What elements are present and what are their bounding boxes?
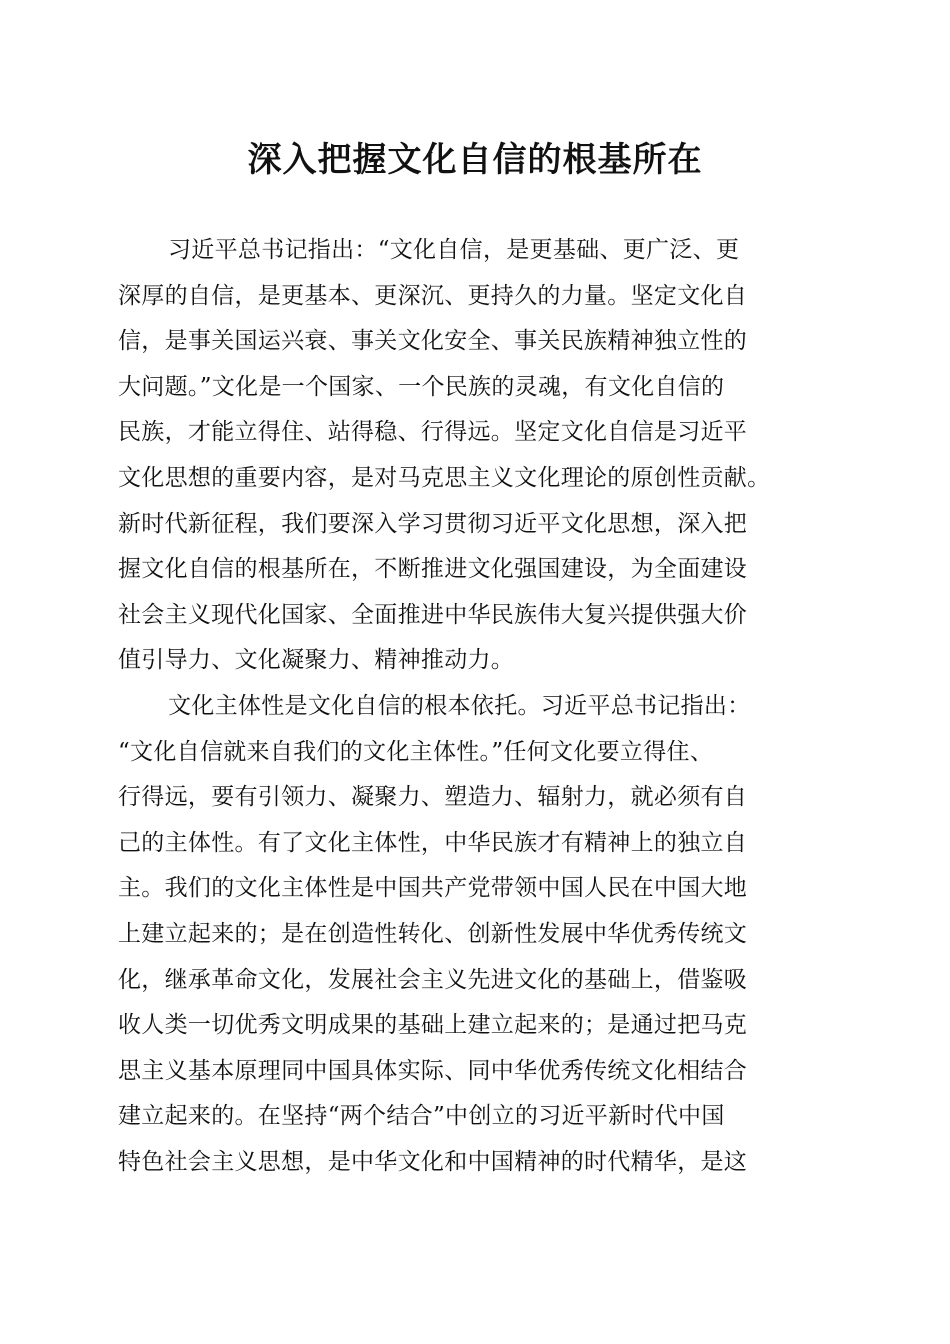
paragraph	[118, 684, 832, 1186]
text-line: 文化思想的重要内容，是对马克思主义文化理论的原创性贡献。	[118, 464, 771, 491]
text-line: 思主义基本原理同中国具体实际、同中华优秀传统文化相结合	[118, 1057, 748, 1084]
text-line: 己的主体性。有了文化主体性，中华民族才有精神上的独立自	[118, 829, 748, 856]
text-line: “文化自信就来自我们的文化主体性。”任何文化要立得住、	[118, 738, 714, 765]
text-line: 社会主义现代化国家、全面推进中华民族伟大复兴提供强大价	[118, 601, 748, 628]
text-line: 收人类一切优秀文明成果的基础上建立起来的；是通过把马克	[118, 1012, 748, 1039]
text-line: 上建立起来的；是在创造性转化、创新性发展中华优秀传统文	[118, 920, 748, 947]
text-line: 特色社会主义思想，是中华文化和中国精神的时代精华，是这	[118, 1148, 748, 1175]
paragraph	[118, 228, 832, 684]
text-line: 民族，才能立得住、站得稳、行得远。坚定文化自信是习近平	[118, 419, 748, 446]
text-line: 习近平总书记指出：“文化自信，是更基础、更广泛、更	[168, 237, 740, 263]
text-line: 新时代新征程，我们要深入学习贯彻习近平文化思想，深入把	[118, 510, 748, 537]
text-line: 行得远，要有引领力、凝聚力、塑造力、辐射力，就必须有自	[118, 784, 748, 811]
text-line: 建立起来的。在坚持“两个结合”中创立的习近平新时代中国	[118, 1103, 725, 1130]
text-line: 大问题。”文化是一个国家、一个民族的灵魂，有文化自信的	[118, 373, 725, 400]
document-body	[118, 228, 832, 1185]
document-title: 深入把握文化自信的根基所在	[247, 140, 703, 180]
text-line: 握文化自信的根基所在，不断推进文化强国建设，为全面建设	[118, 556, 748, 583]
text-line: 文化主体性是文化自信的根本依托。习近平总书记指出：	[168, 692, 751, 719]
text-line: 深厚的自信，是更基本、更深沉、更持久的力量。坚定文化自	[118, 282, 748, 309]
text-line: 值引导力、文化凝聚力、精神推动力。	[118, 647, 515, 674]
text-line: 信，是事关国运兴衰、事关文化安全、事关民族精神独立性的	[118, 328, 748, 355]
text-line: 化，继承革命文化，发展社会主义先进文化的基础上，借鉴吸	[118, 966, 748, 993]
text-line: 主。我们的文化主体性是中国共产党带领中国人民在中国大地	[118, 875, 748, 902]
